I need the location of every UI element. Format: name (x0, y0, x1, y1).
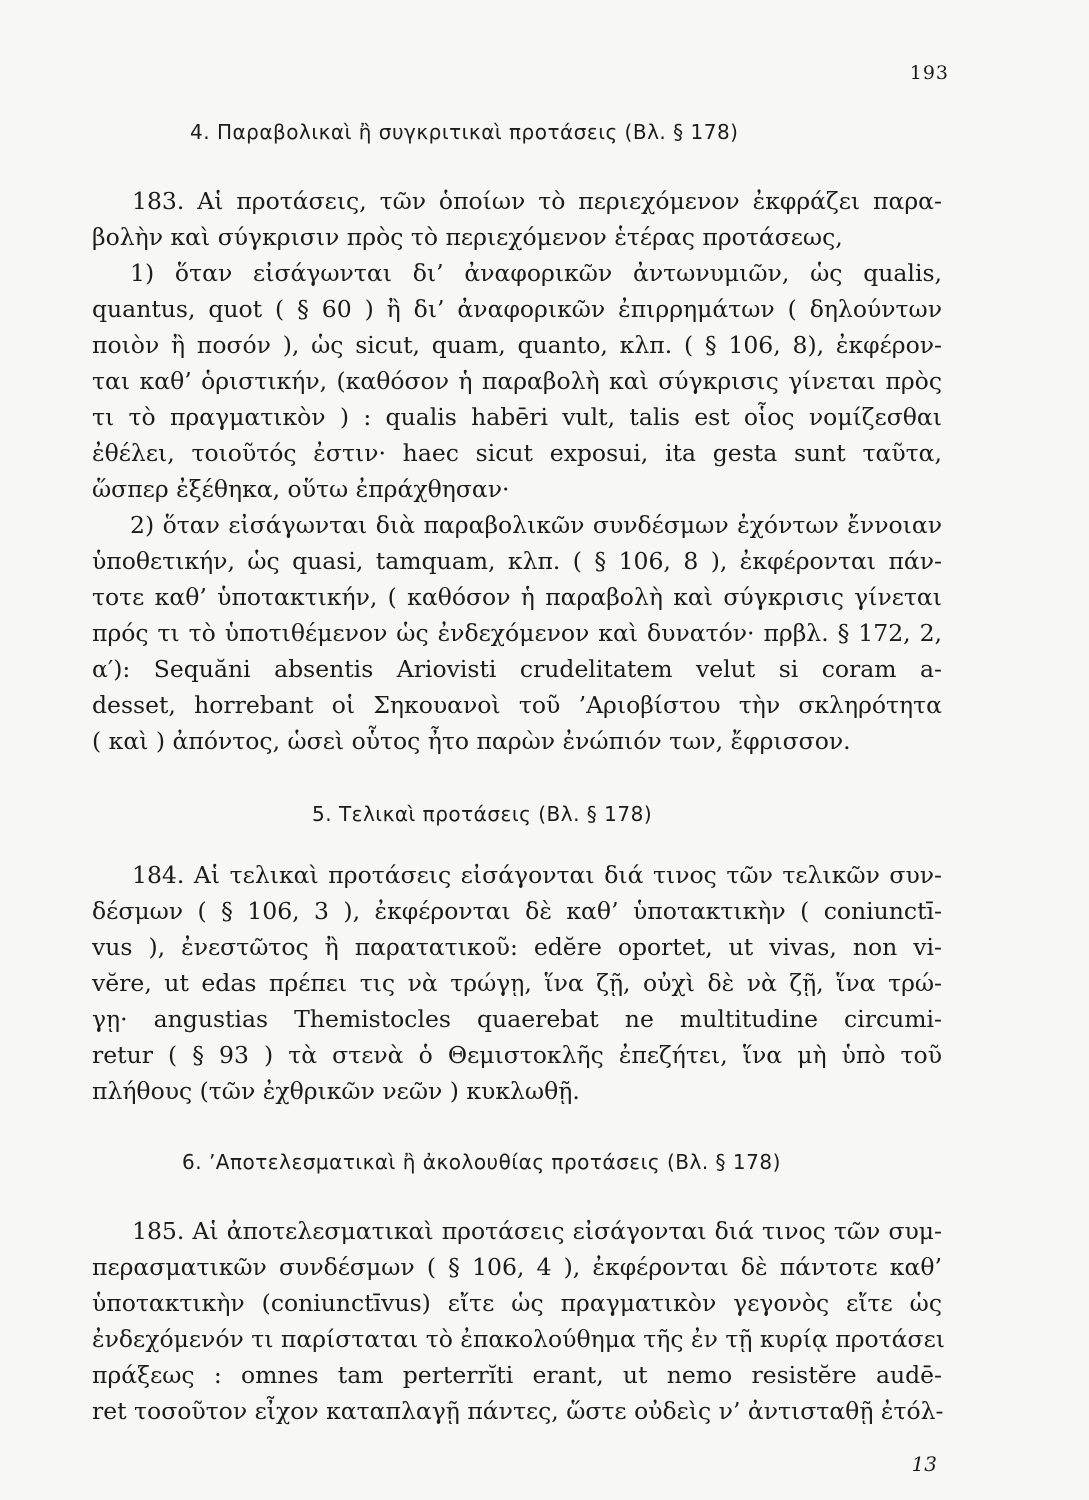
text-line: desset, horrebant οἱ Σηκουανοὶ τοῦ ’Αριοβίστου τὴν σκληρότητα (92, 691, 942, 719)
text-line: quantus, quot ( § 60 ) ἢ δι’ ἀναφορικῶν ἐπιρρημάτων ( δηλούντων (92, 295, 942, 323)
section-heading: 4. Παραβολικαὶ ἢ συγκριτικαὶ προτάσεις (Βλ. § 178) (190, 120, 739, 144)
text-line: 184. Αἱ τελικαὶ προτάσεις εἰσάγονται διά τινος τῶν τελικῶν συν- (132, 861, 942, 889)
text-line: ὥσπερ ἐξέθηκα, οὕτω ἐπράχθησαν· (92, 475, 510, 503)
section-heading: 6. ’Αποτελεσματικαὶ ἢ ἀκολουθίας προτάσεις (Βλ. § 178) (182, 1150, 781, 1174)
text-line: vus ), ἐνεστῶτος ἢ παρατατικοῦ: edĕre oportet, ut vivas, non vi- (92, 933, 942, 961)
text-line: 2) ὅταν εἰσάγωνται διὰ παραβολικῶν συνδέσμων ἐχόντων ἔννοιαν (130, 511, 942, 539)
text-line: ὑποθετικήν, ὡς quasi, tamquam, κλπ. ( § 106, 8 ), ἐκφέρονται πάν- (92, 547, 942, 575)
text-line: 183. Αἱ προτάσεις, τῶν ὁποίων τὸ περιεχόμενον ἐκφράζει παρα- (132, 187, 942, 215)
text-line: ἐνδεχόμενόν τι παρίσταται τὸ ἐπακολούθημα τῆς ἐν τῇ κυρίᾳ προτάσει (92, 1325, 945, 1353)
page-number: 193 (909, 62, 949, 84)
text-line: περασματικῶν συνδέσμων ( § 106, 4 ), ἐκφέρονται δὲ πάντοτε καθ’ (92, 1253, 942, 1281)
text-line: retur ( § 93 ) τὰ στενὰ ὁ Θεμιστοκλῆς ἐπεζήτει, ἵνα μὴ ὑπὸ τοῦ (92, 1041, 942, 1069)
text-line: ὑποτακτικὴν (coniunctīvus) εἴτε ὡς πραγματικὸν γεγονὸς εἴτε ὡς (92, 1289, 942, 1317)
text-line: πράξεως : omnes tam perterrĭti erant, ut nemo resistĕre audē- (92, 1361, 942, 1389)
text-line: τοτε καθ’ ὑποτακτικήν, ( καθόσον ἡ παραβολὴ καὶ σύγκρισις γίνεται (92, 583, 942, 611)
text-line: δέσμων ( § 106, 3 ), ἐκφέρονται δὲ καθ’ ὑποτακτικὴν ( coniunctī- (92, 897, 942, 925)
text-line: ἐθέλει, τοιοῦτός ἐστιν· haec sicut exposui, ita gesta sunt ταῦτα, (92, 439, 942, 467)
text-line: ( καὶ ) ἀπόντος, ὡσεὶ οὗτος ἦτο παρὼν ἐνώπιόν των, ἔφρισσον. (92, 727, 851, 755)
text-line: ται καθ’ ὁριστικήν, (καθόσον ἡ παραβολὴ καὶ σύγκρισις γίνεται πρὸς (92, 367, 942, 395)
section-heading: 5. Τελικαὶ προτάσεις (Βλ. § 178) (312, 802, 653, 826)
text-line: βολὴν καὶ σύγκρισιν πρὸς τὸ περιεχόμενον ἑτέρας προτάσεως, (92, 223, 843, 251)
text-line: πρός τι τὸ ὑποτιθέμενον ὡς ἐνδεχόμενον καὶ δυνατόν· πρβλ. § 172, 2, (92, 619, 942, 647)
text-line: ποιὸν ἢ ποσόν ), ὡς sicut, quam, quanto, κλπ. ( § 106, 8), ἐκφέρον- (92, 331, 942, 359)
text-line: vĕre, ut edas πρέπει τις νὰ τρώγῃ, ἵνα ζῇ, οὐχὶ δὲ νὰ ζῇ, ἵνα τρώ- (92, 969, 942, 997)
text-line: πλήθους (τῶν ἐχθρικῶν νεῶν ) κυκλωθῇ. (92, 1077, 580, 1105)
text-line: α′): Sequăni absentis Ariovisti crudelitatem velut si coram a- (92, 655, 942, 683)
text-line: ret τοσοῦτον εἶχον καταπλαγῇ πάντες, ὥστε οὐδεὶς ν’ ἀντισταθῇ ἐτόλ- (92, 1397, 944, 1425)
text-line: 185. Αἱ ἀποτελεσματικαὶ προτάσεις εἰσάγονται διά τινος τῶν συμ- (132, 1217, 942, 1245)
text-line: τι τὸ πραγματικὸν ) : qualis habēri vult, talis est οἷος νομίζεσθαι (92, 403, 942, 431)
footer-signature: 13 (911, 1452, 937, 1476)
text-line: 1) ὅταν εἰσάγωνται δι’ ἀναφορικῶν ἀντωνυμιῶν, ὡς qualis, (130, 259, 942, 287)
text-line: γῃ· angustias Themistocles quaerebat ne multitudine circumi- (92, 1005, 942, 1033)
